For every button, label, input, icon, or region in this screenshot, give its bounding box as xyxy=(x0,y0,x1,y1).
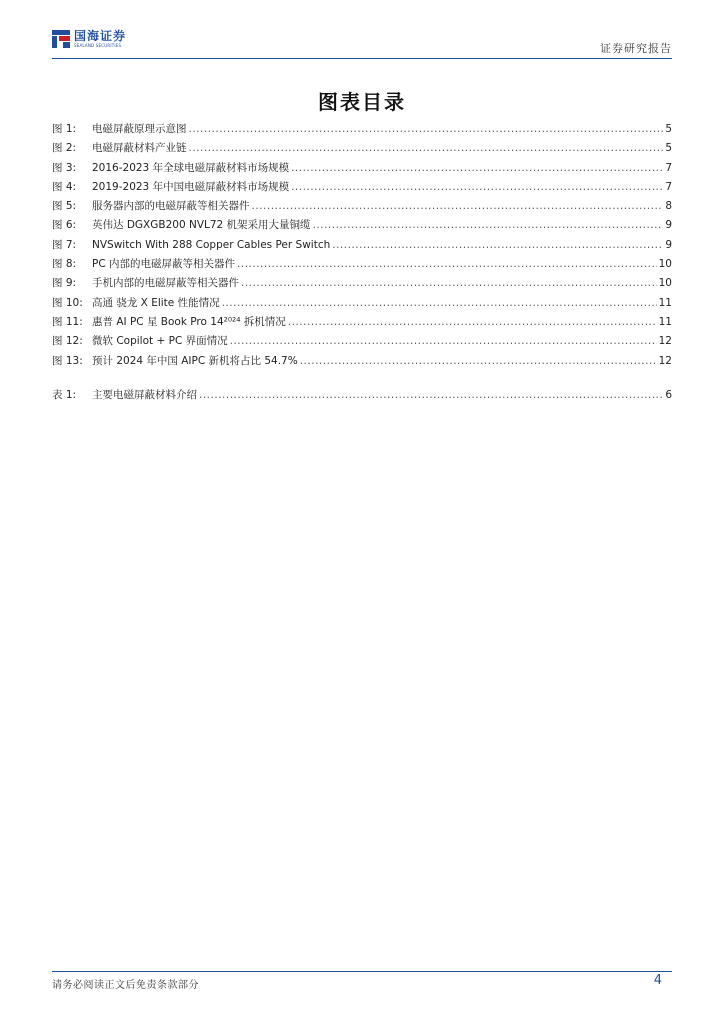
toc-entry-figure-8[interactable] xyxy=(52,256,672,275)
toc-entry-label: 图 5: xyxy=(52,200,77,213)
toc-entry-figure-9[interactable] xyxy=(52,275,672,294)
toc-entry-figure-4[interactable] xyxy=(52,179,672,198)
toc-leader-dots xyxy=(252,200,664,212)
toc-entry-page: 11 xyxy=(658,296,672,309)
toc-entry-title: 手机内部的电磁屏蔽等相关器件 xyxy=(92,277,239,290)
toc-entry-page: 6 xyxy=(665,389,672,401)
toc-entry-page: 8 xyxy=(665,200,672,213)
toc-entry-page: 12 xyxy=(658,354,672,367)
toc-entry-figure-13[interactable] xyxy=(52,353,672,372)
toc-entry-page: 5 xyxy=(665,123,672,135)
toc-leader-dots xyxy=(189,142,664,154)
toc-entry-page: 7 xyxy=(665,161,672,174)
toc-leader-dots xyxy=(291,162,663,174)
toc-entry-table-1[interactable] xyxy=(52,387,672,406)
toc-entry-title: 主要电磁屏蔽材料介绍 xyxy=(92,389,197,401)
toc-entry-label: 图 7: xyxy=(52,238,77,251)
toc-entry-title: 英伟达 DGXGB200 NVL72 机架采用大量铜缆 xyxy=(92,219,311,232)
table-list xyxy=(52,387,672,406)
toc-entry-page: 9 xyxy=(665,238,672,251)
toc-entry-page: 11 xyxy=(658,315,672,328)
toc-entry-page: 7 xyxy=(665,180,672,193)
toc-entry-figure-7[interactable] xyxy=(52,237,672,256)
toc-leader-dots xyxy=(199,389,663,401)
toc-entry-label: 表 1: xyxy=(52,389,77,401)
logo-name-cn: 国海证券 xyxy=(74,29,127,43)
footer-disclaimer: 请务必阅读正文后免责条款部分 xyxy=(52,980,199,991)
footer-divider xyxy=(52,971,672,972)
toc-entry-title: 电磁屏蔽材料产业链 xyxy=(92,142,187,155)
toc-entry-page: 10 xyxy=(658,258,672,271)
toc-entry-label: 图 13: xyxy=(52,354,83,367)
toc-entry-title: 服务器内部的电磁屏蔽等相关器件 xyxy=(92,200,250,213)
figure-list xyxy=(52,121,672,372)
toc-entry-page: 12 xyxy=(658,335,672,348)
toc-entry-title: 高通 骁龙 X Elite 性能情况 xyxy=(92,296,220,309)
toc-entry-page: 5 xyxy=(665,142,672,155)
toc-entry-title: NVSwitch With 288 Copper Cables Per Switch xyxy=(92,238,331,251)
logo-mark-icon xyxy=(52,30,70,48)
page-number: 4 xyxy=(653,973,662,988)
toc-entry-figure-10[interactable] xyxy=(52,295,672,314)
toc-entry-label: 图 1: xyxy=(52,123,77,135)
toc-leader-dots xyxy=(189,123,664,135)
toc-entry-figure-6[interactable] xyxy=(52,217,672,236)
toc-leader-dots xyxy=(300,355,657,367)
toc-entry-page: 10 xyxy=(658,277,672,290)
toc-leader-dots xyxy=(237,258,657,270)
toc-title: 图表目录 xyxy=(318,90,406,114)
toc-entry-label: 图 12: xyxy=(52,335,83,348)
toc-entry-label: 图 6: xyxy=(52,219,77,232)
header-divider xyxy=(52,58,672,59)
toc-entry-figure-2[interactable] xyxy=(52,140,672,159)
toc-entry-label: 图 2: xyxy=(52,142,77,155)
toc-entry-title: 2019-2023 年中国电磁屏蔽材料市场规模 xyxy=(92,180,290,193)
toc-leader-dots xyxy=(291,181,663,193)
toc-entry-title: 电磁屏蔽原理示意图 xyxy=(92,123,187,135)
toc-entry-label: 图 3: xyxy=(52,161,77,174)
company-logo xyxy=(52,30,126,48)
toc-entry-label: 图 10: xyxy=(52,296,83,309)
page-header xyxy=(52,28,672,60)
toc-entry-title: 微软 Copilot + PC 界面情况 xyxy=(92,335,228,348)
toc-entry-figure-5[interactable] xyxy=(52,198,672,217)
toc-entry-label: 图 11: xyxy=(52,315,83,328)
toc-entry-page: 9 xyxy=(665,219,672,232)
toc-leader-dots xyxy=(313,219,664,231)
toc-entry-figure-1[interactable] xyxy=(52,121,672,140)
toc-entry-title: 预计 2024 年中国 AIPC 新机将占比 54.7% xyxy=(92,354,298,367)
logo-name-en: SEALAND SECURITIES xyxy=(74,43,122,48)
toc-entry-label: 图 8: xyxy=(52,258,77,271)
toc-leader-dots xyxy=(288,316,657,328)
toc-entry-figure-11[interactable] xyxy=(52,314,672,333)
report-type-label: 证券研究报告 xyxy=(600,42,672,55)
toc-entry-figure-3[interactable] xyxy=(52,160,672,179)
toc-entry-figure-12[interactable] xyxy=(52,333,672,352)
toc-entry-title: PC 内部的电磁屏蔽等相关器件 xyxy=(92,258,236,271)
toc-leader-dots xyxy=(241,277,657,289)
toc-leader-dots xyxy=(332,239,663,251)
toc-entry-label: 图 9: xyxy=(52,277,77,290)
toc-entry-title: 2016-2023 年全球电磁屏蔽材料市场规模 xyxy=(92,161,290,174)
toc-entry-label: 图 4: xyxy=(52,180,77,193)
toc-leader-dots xyxy=(230,335,657,347)
toc-leader-dots xyxy=(222,297,657,309)
toc-entry-title: 惠普 AI PC 星 Book Pro 14²⁰²⁴ 拆机情况 xyxy=(92,315,286,328)
